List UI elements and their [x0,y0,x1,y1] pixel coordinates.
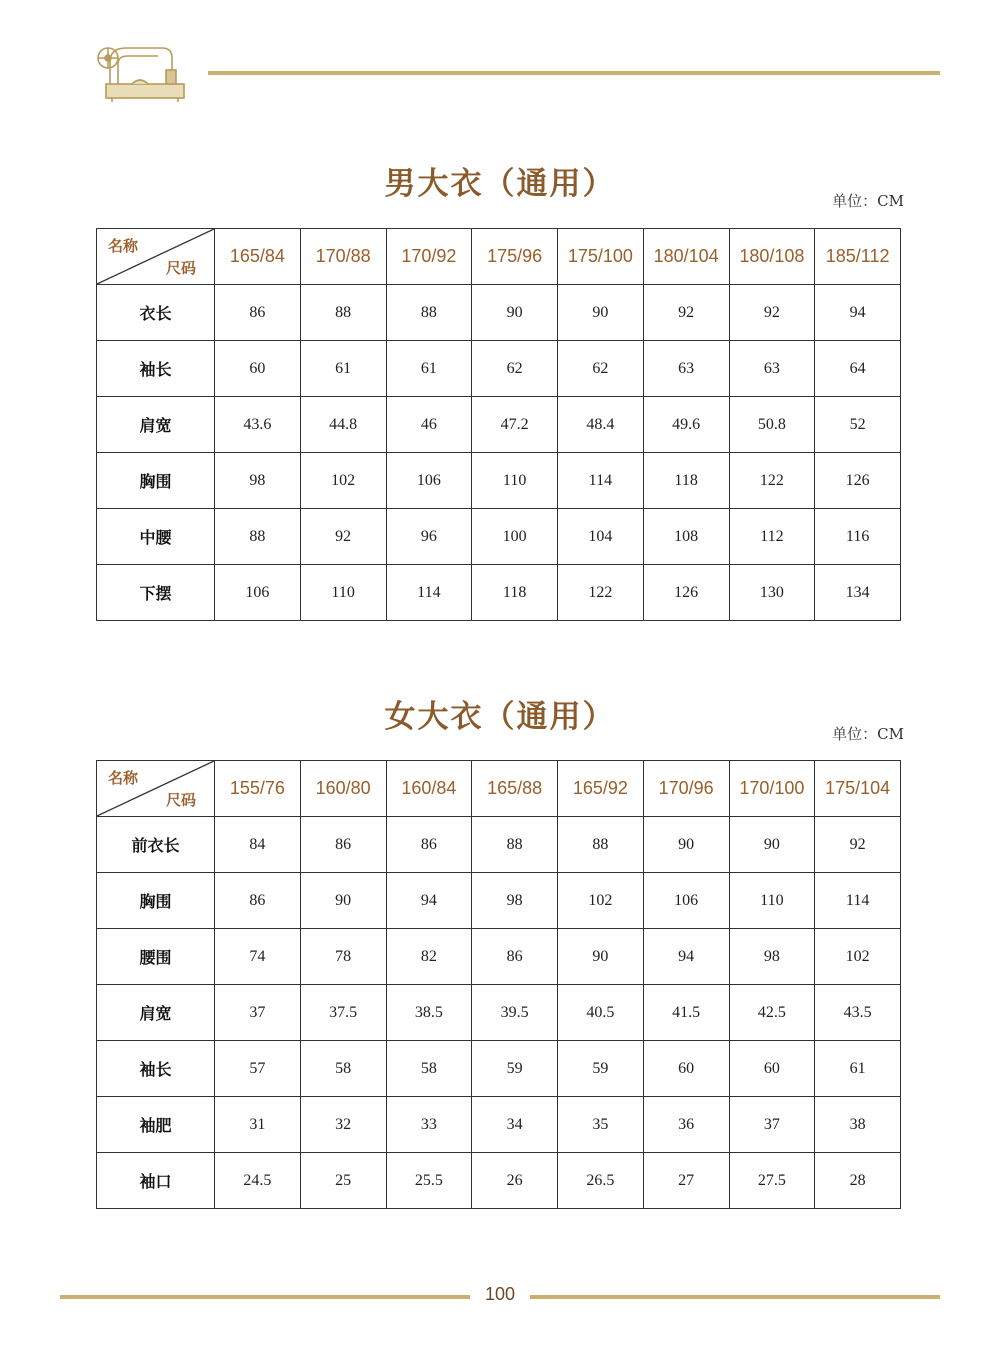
table-cell: 60 [643,1041,729,1097]
size-header: 180/104 [643,229,729,285]
footer-rule-right [530,1295,940,1299]
table-cell: 59 [558,1041,644,1097]
corner-cell [97,761,215,817]
table-cell: 100 [472,509,558,565]
table-cell: 52 [815,397,901,453]
row-label: 胸围 [97,453,215,509]
row-label: 中腰 [97,509,215,565]
table-cell: 86 [300,817,386,873]
table-cell: 110 [300,565,386,621]
table-cell: 43.6 [215,397,301,453]
size-header: 160/80 [300,761,386,817]
table-cell: 44.8 [300,397,386,453]
table-cell: 94 [386,873,472,929]
page-number: 100 [484,1284,516,1304]
size-header: 160/84 [386,761,472,817]
table-cell: 40.5 [558,985,644,1041]
size-header: 165/88 [472,761,558,817]
size-header: 175/96 [472,229,558,285]
table-cell: 27.5 [729,1153,815,1209]
women-size-table [96,760,901,1209]
table-row [97,453,901,509]
table-row [97,1041,901,1097]
table-cell: 61 [815,1041,901,1097]
row-label: 袖长 [97,341,215,397]
table-cell: 62 [558,341,644,397]
table-cell: 90 [558,929,644,985]
row-label: 袖口 [97,1153,215,1209]
table-cell: 118 [643,453,729,509]
table-cell: 126 [815,453,901,509]
size-header: 175/104 [815,761,901,817]
table-cell: 86 [215,873,301,929]
table-cell: 98 [215,453,301,509]
table-cell: 58 [300,1041,386,1097]
women-table-title: 女大衣（通用） [384,699,616,735]
row-label: 胸围 [97,873,215,929]
table-cell: 106 [386,453,472,509]
table-cell: 59 [472,1041,558,1097]
table-row [97,285,901,341]
table-cell: 98 [472,873,558,929]
table-cell: 27 [643,1153,729,1209]
table-row [97,565,901,621]
header-rule [208,71,940,75]
table-cell: 94 [815,285,901,341]
table-cell: 104 [558,509,644,565]
table-cell: 90 [643,817,729,873]
corner-name-label: 名称 [108,237,139,255]
table-cell: 88 [558,817,644,873]
table-cell: 57 [215,1041,301,1097]
table-cell: 114 [558,453,644,509]
table-cell: 90 [472,285,558,341]
table-cell: 98 [729,929,815,985]
table-cell: 25 [300,1153,386,1209]
table-cell: 36 [643,1097,729,1153]
table-cell: 92 [815,817,901,873]
table-cell: 92 [300,509,386,565]
corner-name-label: 名称 [108,769,139,787]
table-cell: 78 [300,929,386,985]
table-cell: 63 [643,341,729,397]
table-cell: 38 [815,1097,901,1153]
table-cell: 38.5 [386,985,472,1041]
table-row [97,873,901,929]
table-cell: 39.5 [472,985,558,1041]
table-cell: 86 [215,285,301,341]
corner-size-label: 尺码 [165,259,196,277]
size-header: 180/108 [729,229,815,285]
table-row [97,929,901,985]
table-cell: 74 [215,929,301,985]
table-cell: 49.6 [643,397,729,453]
table-cell: 106 [643,873,729,929]
table-cell: 31 [215,1097,301,1153]
table-cell: 84 [215,817,301,873]
table-cell: 110 [729,873,815,929]
table-cell: 26.5 [558,1153,644,1209]
table-cell: 34 [472,1097,558,1153]
row-label: 袖长 [97,1041,215,1097]
footer-rule-left [60,1295,470,1299]
row-label: 下摆 [97,565,215,621]
table-cell: 37.5 [300,985,386,1041]
size-header: 170/100 [729,761,815,817]
size-header: 170/96 [643,761,729,817]
row-label: 肩宽 [97,397,215,453]
table-cell: 130 [729,565,815,621]
table-cell: 33 [386,1097,472,1153]
table-cell: 63 [729,341,815,397]
size-header: 175/100 [558,229,644,285]
table-cell: 46 [386,397,472,453]
table-cell: 64 [815,341,901,397]
table-cell: 37 [729,1097,815,1153]
size-header: 165/92 [558,761,644,817]
table-row [97,1153,901,1209]
row-label: 前衣长 [97,817,215,873]
table-cell: 24.5 [215,1153,301,1209]
table-cell: 88 [472,817,558,873]
table-cell: 126 [643,565,729,621]
table-cell: 47.2 [472,397,558,453]
table-row [97,341,901,397]
table-cell: 94 [643,929,729,985]
table-cell: 42.5 [729,985,815,1041]
men-unit-label: 单位：CM [832,192,904,210]
table-cell: 102 [300,453,386,509]
row-label: 腰围 [97,929,215,985]
table-row [97,817,901,873]
table-row [97,1097,901,1153]
table-cell: 26 [472,1153,558,1209]
men-size-table [96,228,901,621]
row-label: 袖肥 [97,1097,215,1153]
corner-size-label: 尺码 [165,791,196,809]
table-cell: 61 [300,341,386,397]
row-label: 肩宽 [97,985,215,1041]
table-cell: 102 [815,929,901,985]
size-header: 170/88 [300,229,386,285]
table-cell: 122 [729,453,815,509]
table-cell: 88 [386,285,472,341]
row-label: 衣长 [97,285,215,341]
table-cell: 86 [386,817,472,873]
size-header: 165/84 [215,229,301,285]
table-row [97,509,901,565]
table-cell: 122 [558,565,644,621]
table-cell: 58 [386,1041,472,1097]
table-cell: 134 [815,565,901,621]
table-cell: 86 [472,929,558,985]
table-cell: 118 [472,565,558,621]
table-cell: 114 [815,873,901,929]
table-cell: 48.4 [558,397,644,453]
table-header-row [97,229,901,285]
table-cell: 90 [300,873,386,929]
table-cell: 28 [815,1153,901,1209]
table-cell: 92 [729,285,815,341]
sewing-machine-icon [92,32,188,102]
table-cell: 60 [215,341,301,397]
table-row [97,397,901,453]
table-cell: 60 [729,1041,815,1097]
table-cell: 110 [472,453,558,509]
table-cell: 112 [729,509,815,565]
size-header: 185/112 [815,229,901,285]
size-header: 170/92 [386,229,472,285]
table-cell: 32 [300,1097,386,1153]
table-cell: 88 [215,509,301,565]
table-cell: 25.5 [386,1153,472,1209]
table-cell: 37 [215,985,301,1041]
table-cell: 82 [386,929,472,985]
table-cell: 116 [815,509,901,565]
table-cell: 61 [386,341,472,397]
corner-cell [97,229,215,285]
table-row [97,985,901,1041]
table-cell: 35 [558,1097,644,1153]
women-unit-label: 单位：CM [832,725,904,743]
table-header-row [97,761,901,817]
table-cell: 106 [215,565,301,621]
table-cell: 88 [300,285,386,341]
table-cell: 90 [729,817,815,873]
table-cell: 92 [643,285,729,341]
table-cell: 50.8 [729,397,815,453]
table-cell: 108 [643,509,729,565]
size-header: 155/76 [215,761,301,817]
men-table-title: 男大衣（通用） [384,166,616,202]
table-cell: 102 [558,873,644,929]
table-cell: 41.5 [643,985,729,1041]
table-cell: 114 [386,565,472,621]
table-cell: 43.5 [815,985,901,1041]
table-cell: 62 [472,341,558,397]
table-cell: 96 [386,509,472,565]
table-cell: 90 [558,285,644,341]
